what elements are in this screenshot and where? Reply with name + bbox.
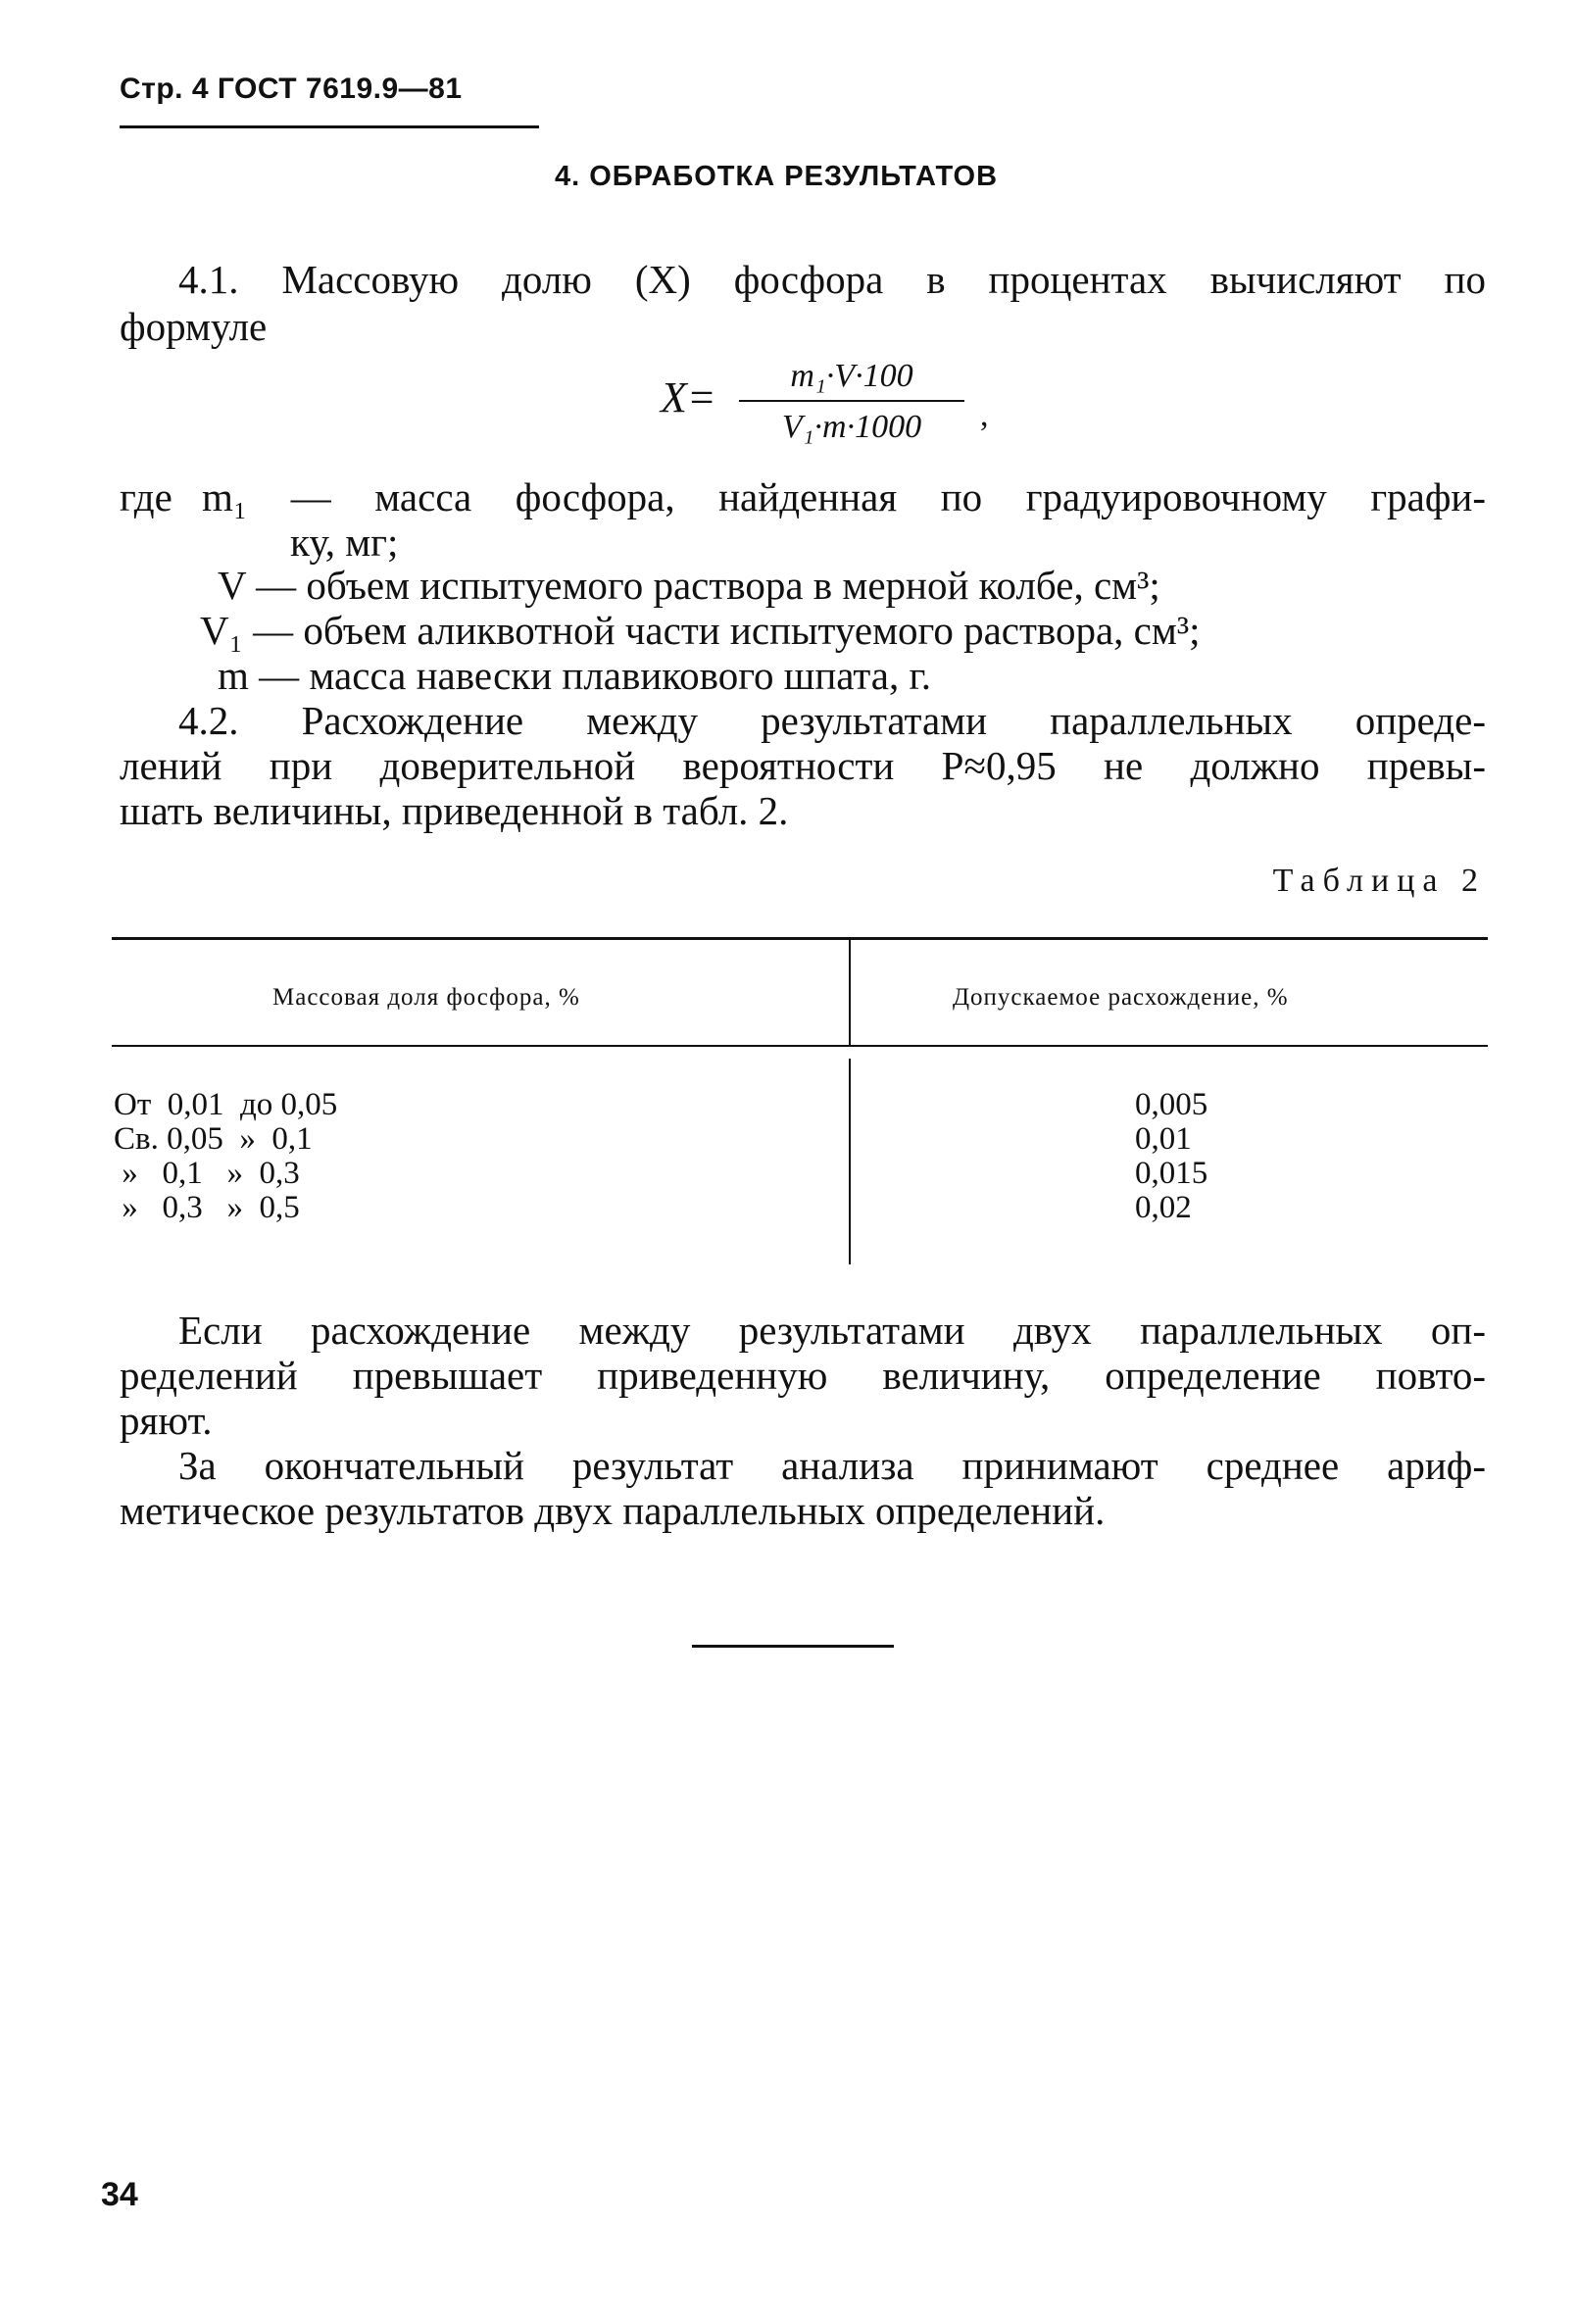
formula-comma: , <box>980 397 989 433</box>
where-line2: V — объем испытуемого раствора в мерной колбе, см³; <box>218 563 1160 608</box>
where-line3: V₁ — объем аликвотной части испытуемого раствора, см³; <box>200 608 1201 653</box>
table-row-3-value: 0,015 <box>1135 1156 1208 1191</box>
header-rule <box>120 125 539 128</box>
table-header-rule <box>112 1045 1488 1047</box>
section-title: 4. ОБРАБОТКА РЕЗУЛЬТАТОВ <box>555 161 999 192</box>
table-body-divider <box>849 1059 851 1264</box>
p42-line3: шать величины, приведенной в табл. 2. <box>120 788 789 833</box>
table-row-2-value: 0,01 <box>1135 1121 1192 1157</box>
table-header-divider <box>849 939 851 1045</box>
p42-line1: 4.2. Расхождение между результатами параллельных опреде- <box>178 698 1486 743</box>
fraction-bar <box>739 400 964 402</box>
p41-line1: 4.1. Массовую долю (X) фосфора в процентах вычисляют по <box>178 257 1486 302</box>
where-prefix: где <box>120 474 172 519</box>
after-line2: ределений превышает приведенную величину, определение повто- <box>120 1353 1486 1398</box>
page-header: Стр. 4 ГОСТ 7619.9—81 <box>120 73 463 105</box>
after-line5: метическое результатов двух параллельных определений. <box>120 1488 1106 1533</box>
where-line4: m — масса навески плавикового шпата, г. <box>218 653 931 698</box>
formula-denominator: V₁·m·1000 <box>781 409 922 445</box>
page-number: 34 <box>101 2176 138 2213</box>
p41-line2: формуле <box>120 304 268 349</box>
table-header-col1: Массовая доля фосфора, % <box>272 984 580 1011</box>
end-rule <box>692 1645 894 1648</box>
table-caption: Таблица 2 <box>1272 863 1486 899</box>
table-row-3-range: » 0,1 » 0,3 <box>114 1156 300 1191</box>
table-row-4-range: » 0,3 » 0,5 <box>114 1190 300 1225</box>
table-row-4-value: 0,02 <box>1135 1190 1192 1225</box>
table-row-2-range: Св. 0,05 » 0,1 <box>114 1121 313 1157</box>
where-line1: m₁ — масса фосфора, найденная по градуировочному графи- <box>202 474 1486 519</box>
table-top-rule <box>112 937 1488 940</box>
p42-line2: лений при доверительной вероятности P≈0,95 не должно превы- <box>120 743 1486 788</box>
after-line1: Если расхождение между результатами двух параллельных оп- <box>178 1308 1486 1353</box>
after-line4: За окончательный результат анализа принимают среднее ариф- <box>178 1443 1486 1488</box>
formula-fraction <box>739 355 964 449</box>
after-line3: ряют. <box>120 1398 213 1443</box>
formula-numerator: m₁·V·100 <box>790 358 913 394</box>
table-header-col2: Допускаемое расхождение, % <box>953 984 1289 1011</box>
table-row-1-range: От 0,01 до 0,05 <box>114 1087 338 1122</box>
where-line1b: ку, мг; <box>290 519 399 565</box>
table-row-1-value: 0,005 <box>1135 1087 1208 1122</box>
formula-lhs: X= <box>661 373 716 421</box>
